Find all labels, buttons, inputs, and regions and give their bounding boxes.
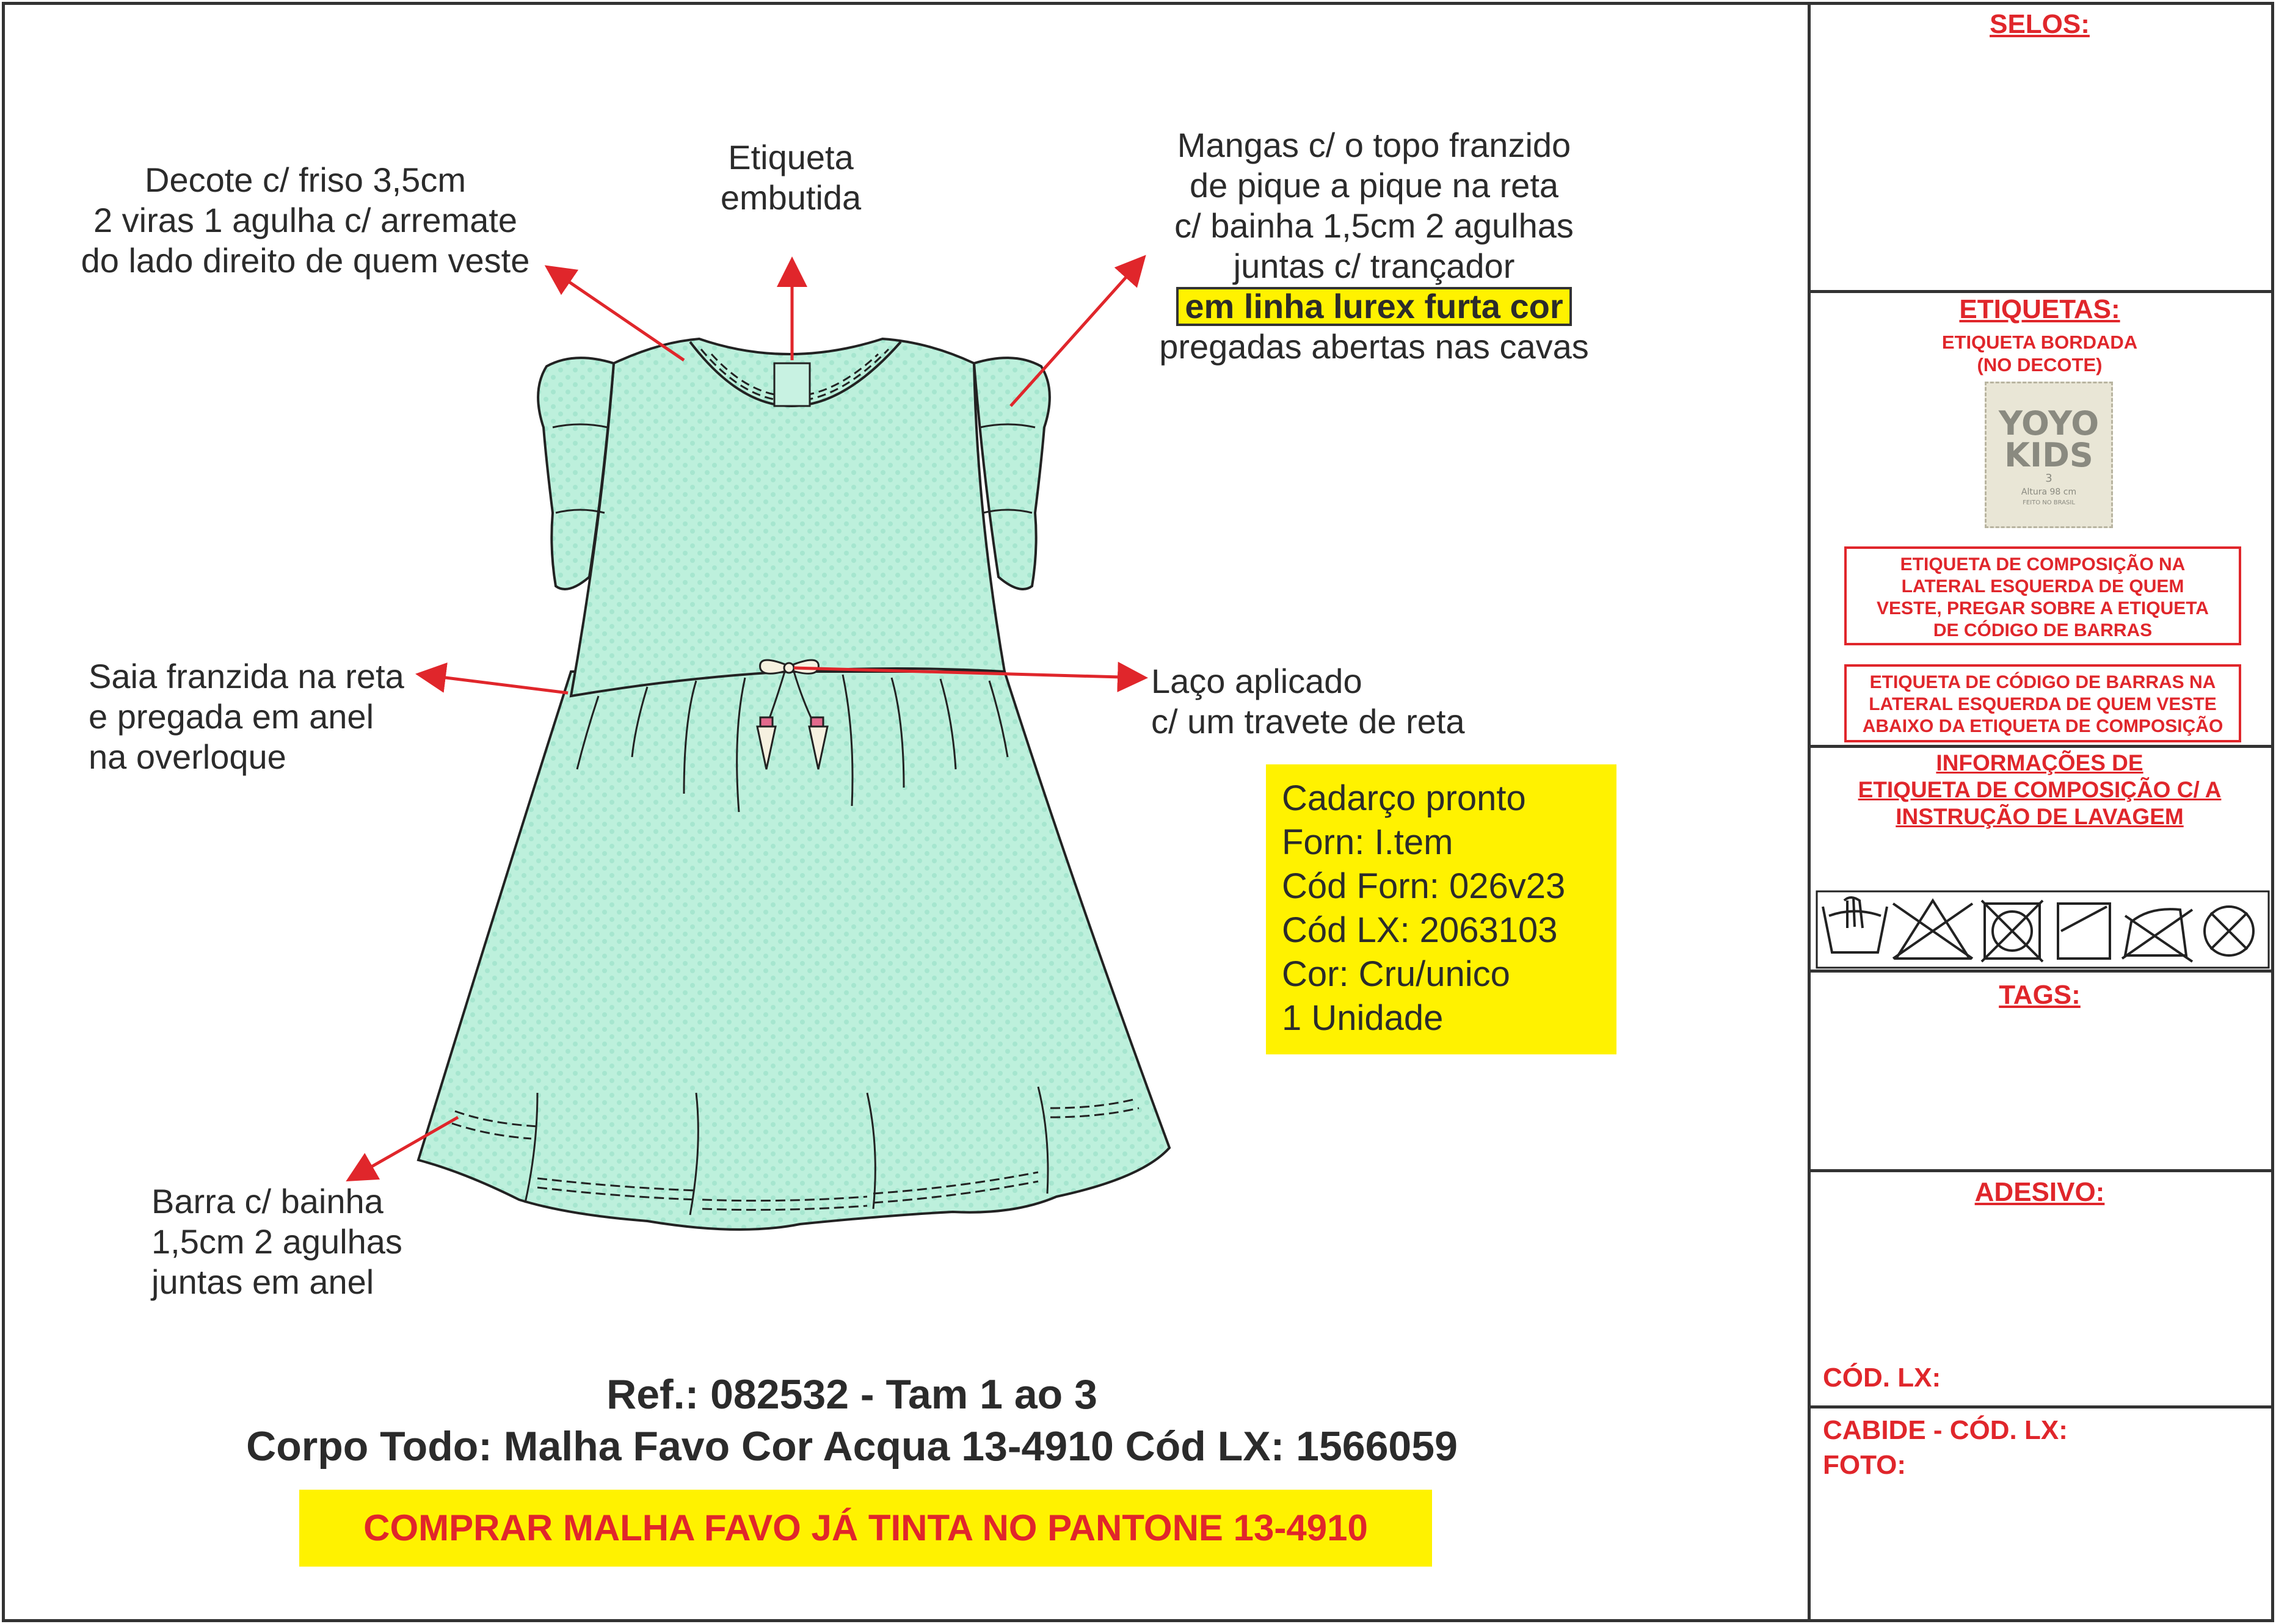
cadarco-box — [1266, 764, 1616, 1054]
footer-ref: Ref.: 082532 - Tam 1 ao 3 — [606, 1371, 1097, 1418]
neck-label — [774, 363, 810, 406]
arrow-mangas — [1011, 259, 1142, 406]
selos-header: SELOS: — [1990, 9, 2090, 39]
composicao-box — [1844, 546, 2241, 645]
adesivo-header: ADESIVO: — [1974, 1177, 2105, 1207]
cabide-label: CABIDE - CÓD. LX: — [1823, 1415, 2068, 1445]
codigo-line: ABAIXO DA ETIQUETA DE COMPOSIÇÃO — [1862, 716, 2223, 736]
tags-header: TAGS: — [1999, 980, 2081, 1010]
note-etiqueta-line: embutida — [720, 178, 862, 217]
cadarco-line: Cód Forn: 026v23 — [1282, 866, 1566, 906]
composicao-line: DE CÓDIGO DE BARRAS — [1933, 620, 2153, 640]
etiqueta-bordada-line: (NO DECOTE) — [1977, 354, 2103, 375]
note-mangas — [1136, 125, 1612, 367]
note-barra-line: Barra c/ bainha — [151, 1182, 384, 1220]
note-mangas-highlight: em linha lurex furta cor — [1176, 287, 1571, 326]
note-saia-line: na overloque — [89, 738, 286, 776]
note-saia — [89, 656, 455, 777]
sidebar-sep — [1808, 290, 2272, 293]
note-mangas-line: juntas c/ trançador — [1233, 247, 1515, 285]
cadarco-line: Forn: I.tem — [1282, 822, 1453, 862]
note-barra-line: juntas em anel — [151, 1263, 374, 1301]
informacoes-text — [1811, 750, 2269, 830]
note-decote-line: do lado direito de quem veste — [81, 241, 530, 280]
note-decote-line: 2 viras 1 agulha c/ arremate — [93, 201, 518, 239]
codigo-line: ETIQUETA DE CÓDIGO DE BARRAS NA — [1869, 672, 2216, 692]
composicao-line: LATERAL ESQUERDA DE QUEM — [1901, 576, 2184, 596]
cod-lx-label: CÓD. LX: — [1823, 1363, 1941, 1393]
etiquetas-header: ETIQUETAS: — [1959, 294, 2120, 324]
etiqueta-bordada-text — [1811, 331, 2269, 376]
cadarco-line: Cor: Cru/unico — [1282, 954, 1510, 994]
brand-label-size: 3 — [2045, 472, 2052, 485]
cadarco-line: Cód LX: 2063103 — [1282, 910, 1558, 950]
cadarco-line: Cadarço pronto — [1282, 778, 1526, 818]
cadarco-line: 1 Unidade — [1282, 998, 1444, 1038]
informacoes-line: INFORMAÇÕES DE — [1936, 750, 2143, 775]
sidebar-sep — [1808, 745, 2272, 748]
care-symbols — [1817, 891, 2269, 968]
sidebar-sep — [1808, 1169, 2272, 1172]
dress-skirt — [418, 672, 1169, 1230]
foto-label: FOTO: — [1823, 1450, 1907, 1480]
brand-label-line: YOYO — [1998, 404, 2100, 443]
note-etiqueta — [702, 137, 879, 218]
composicao-line: VESTE, PREGAR SOBRE A ETIQUETA — [1877, 598, 2209, 618]
note-decote — [61, 160, 550, 281]
note-barra-line: 1,5cm 2 agulhas — [151, 1222, 402, 1261]
brand-label-altura: Altura 98 cm — [2021, 487, 2077, 497]
brand-label-feito: FEITO NO BRASIL — [2023, 499, 2075, 506]
note-laco-line: Laço aplicado — [1151, 662, 1362, 700]
note-mangas-line: Mangas c/ o topo franzido — [1177, 126, 1571, 164]
note-saia-line: e pregada em anel — [89, 697, 374, 736]
composicao-line: ETIQUETA DE COMPOSIÇÃO NA — [1900, 554, 2186, 575]
note-etiqueta-line: Etiqueta — [728, 138, 854, 176]
brand-label-yoyo-kids — [1985, 382, 2113, 528]
note-decote-line: Decote c/ friso 3,5cm — [145, 161, 466, 199]
footer-comprar: COMPRAR MALHA FAVO JÁ TINTA NO PANTONE 13-4910 — [299, 1490, 1432, 1567]
codigo-barras-box — [1844, 664, 2241, 742]
brand-label-line: KIDS — [2004, 436, 2093, 474]
note-barra — [151, 1181, 487, 1302]
note-mangas-line: c/ bainha 1,5cm 2 agulhas — [1174, 206, 1574, 245]
note-saia-line: Saia franzida na reta — [89, 657, 404, 695]
informacoes-line: INSTRUÇÃO DE LAVAGEM — [1896, 804, 2184, 829]
footer-corpo: Corpo Todo: Malha Favo Cor Acqua 13-4910 Cód LX: 1566059 — [246, 1423, 1458, 1470]
sidebar-sep — [1808, 1405, 2272, 1408]
codigo-line: LATERAL ESQUERDA DE QUEM VESTE — [1869, 694, 2217, 714]
arrow-decote — [550, 269, 684, 360]
sidebar-sep — [1808, 970, 2272, 973]
note-laco — [1151, 661, 1579, 742]
informacoes-line: ETIQUETA DE COMPOSIÇÃO C/ A — [1858, 777, 2222, 802]
etiqueta-bordada-line: ETIQUETA BORDADA — [1941, 332, 2138, 353]
note-mangas-line: pregadas abertas nas cavas — [1159, 327, 1589, 366]
note-laco-line: c/ um travete de reta — [1151, 702, 1465, 741]
note-mangas-line: de pique a pique na reta — [1189, 166, 1559, 205]
